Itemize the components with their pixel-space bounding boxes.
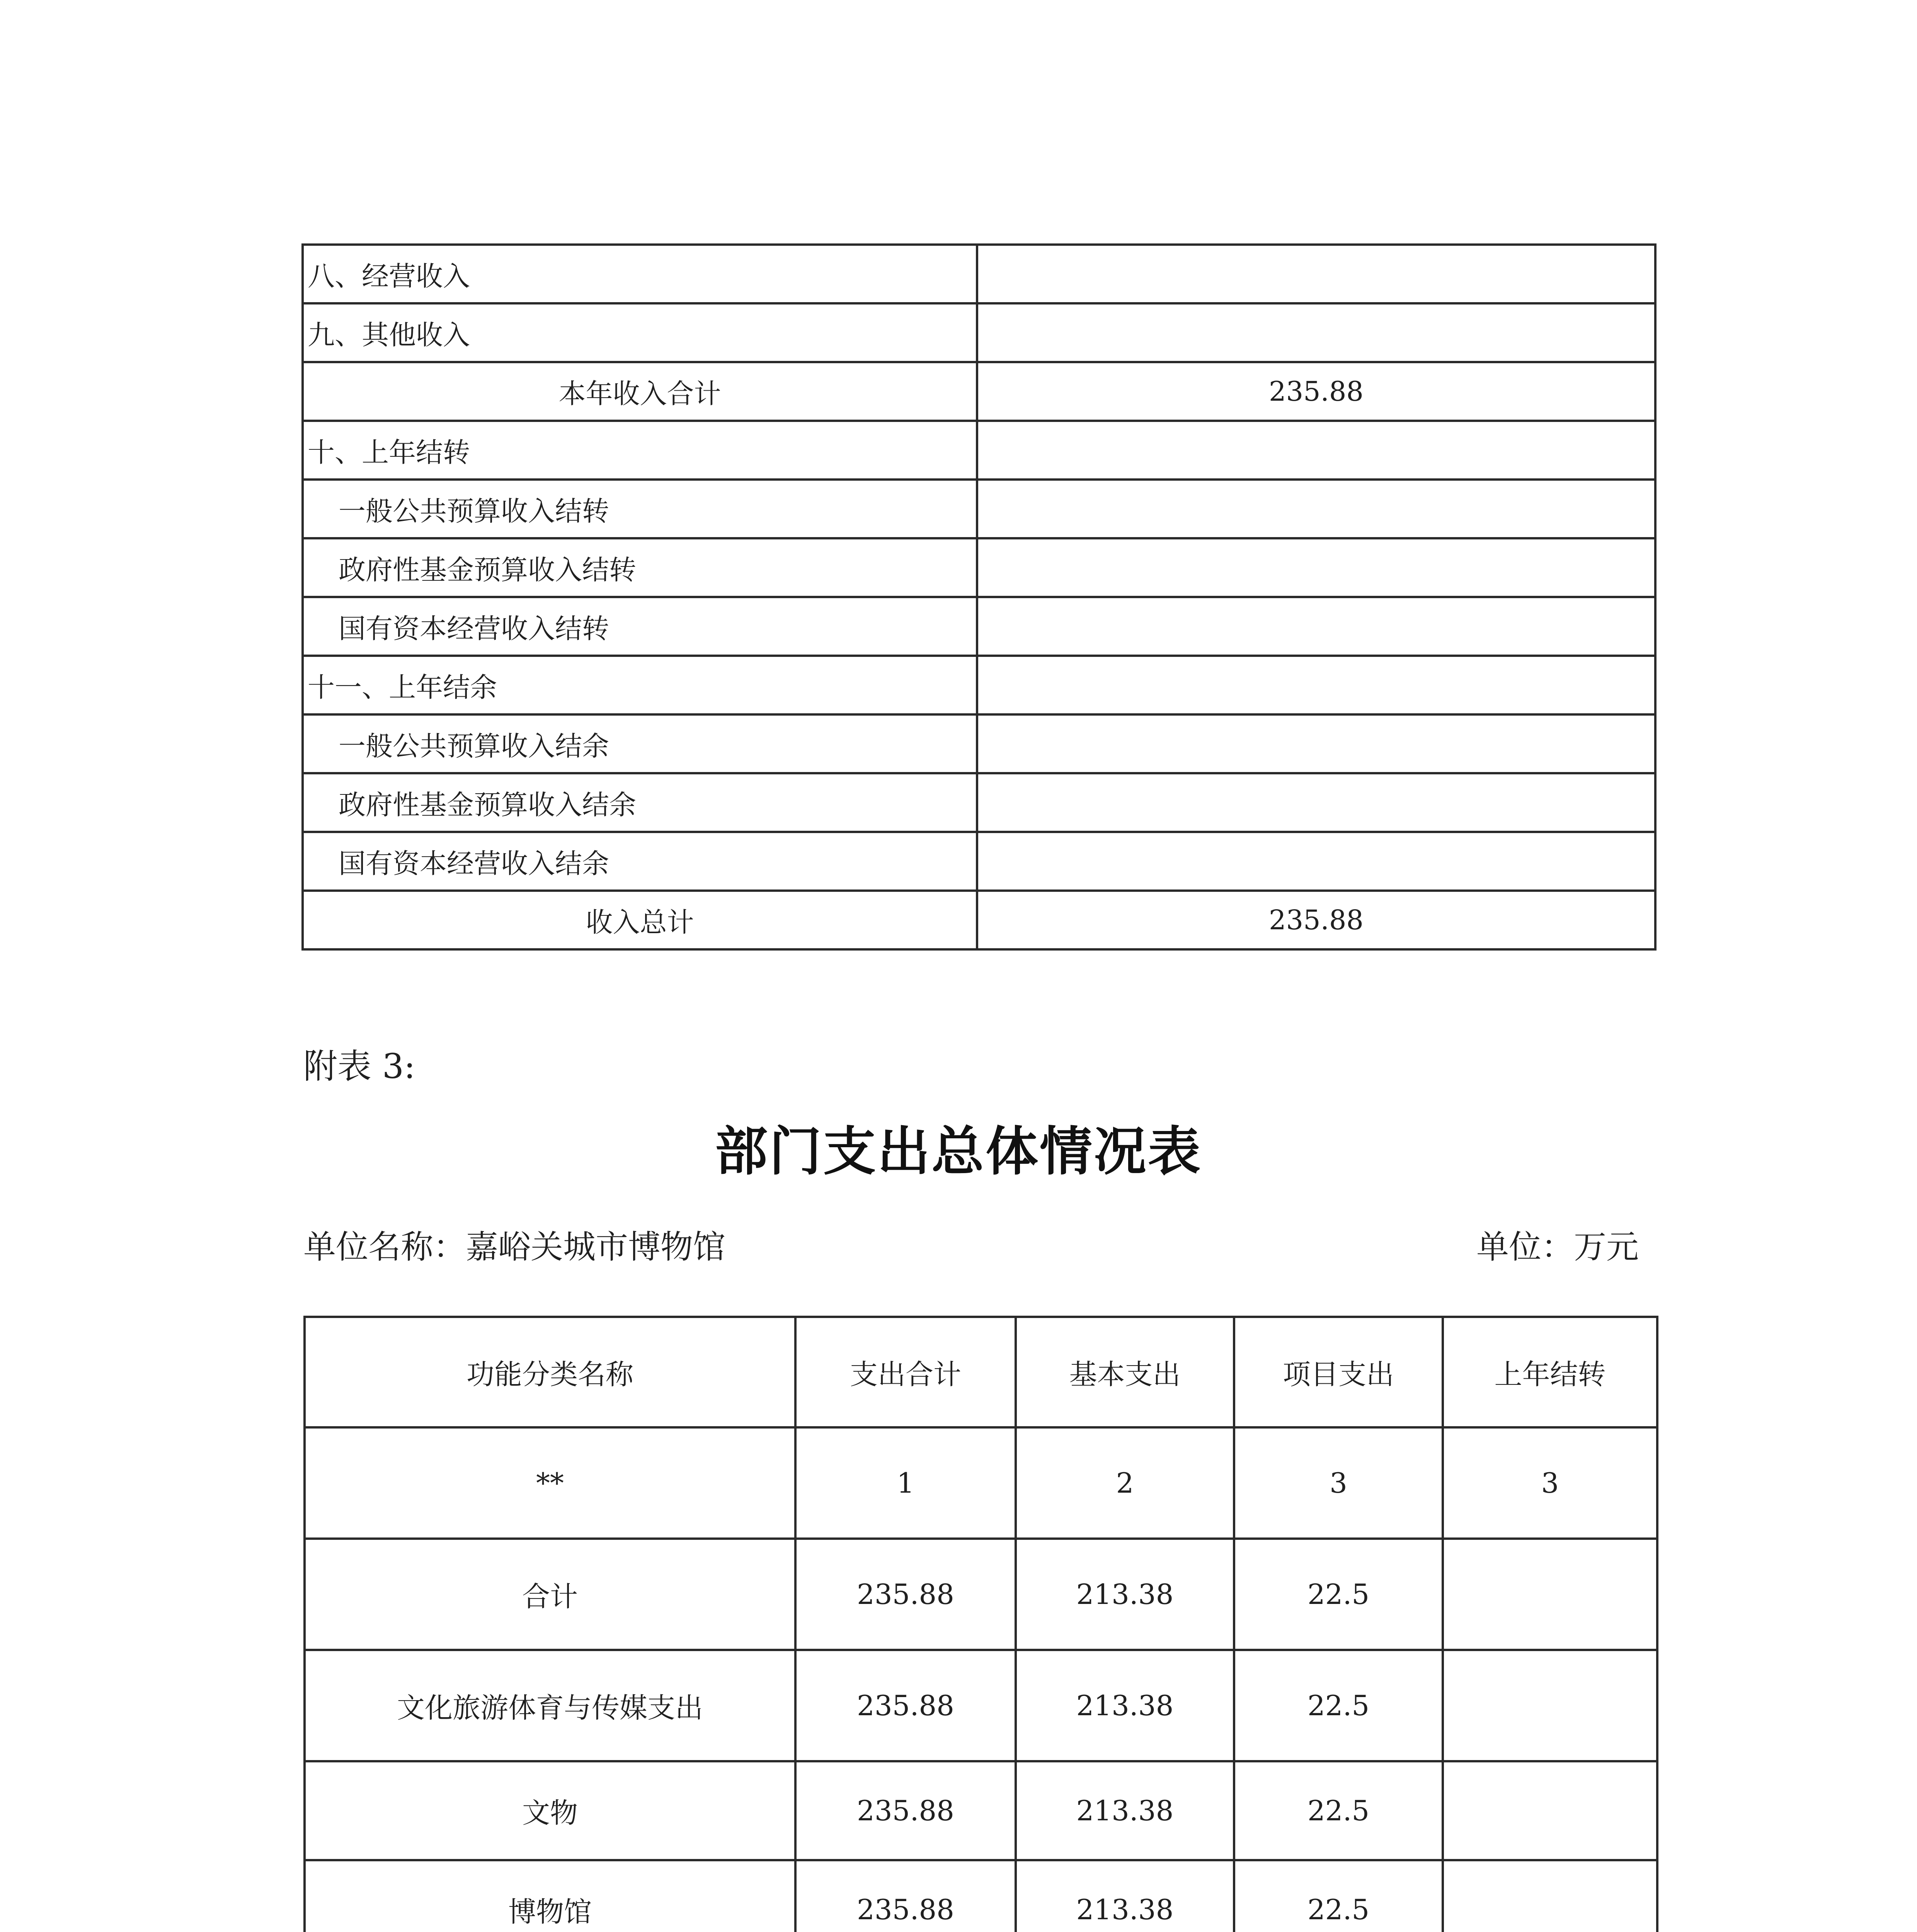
income-summary-table [301,243,1657,951]
header-cell: 支出合计 [795,1317,1016,1427]
table-cell: 235.88 [795,1860,1016,1932]
row-value: 235.88 [977,891,1655,949]
table-cell: 22.5 [1234,1860,1443,1932]
table-cell: 文物 [305,1761,795,1860]
table-cell: 235.88 [795,1650,1016,1761]
table-row [303,891,1655,949]
row-label: 本年收入合计 [303,362,977,421]
table-row [305,1650,1657,1761]
table-row [303,656,1655,714]
table-cell: 3 [1443,1427,1657,1539]
header-cell: 上年结转 [1443,1317,1657,1427]
table-row [303,303,1655,362]
row-value [977,538,1655,597]
table-cell: 博物馆 [305,1860,795,1932]
table-row [303,480,1655,538]
table-cell: 235.88 [795,1539,1016,1650]
row-label: 国有资本经营收入结转 [303,597,977,656]
table-cell: 合计 [305,1539,795,1650]
row-label: 政府性基金预算收入结转 [303,538,977,597]
row-value [977,597,1655,656]
table-row [305,1860,1657,1932]
table-row [303,538,1655,597]
header-cell: 功能分类名称 [305,1317,795,1427]
row-value [977,832,1655,891]
header-cell: 项目支出 [1234,1317,1443,1427]
row-value [977,245,1655,303]
row-value [977,773,1655,832]
row-value: 235.88 [977,362,1655,421]
table-row [303,597,1655,656]
table-cell: 213.38 [1016,1650,1234,1761]
row-label: 政府性基金预算收入结余 [303,773,977,832]
table-row [303,245,1655,303]
table-row [305,1427,1657,1539]
row-label: 九、其他收入 [303,303,977,362]
header-cell: 基本支出 [1016,1317,1234,1427]
table-cell: 22.5 [1234,1650,1443,1761]
table-cell [1443,1761,1657,1860]
table-cell [1443,1860,1657,1932]
table-cell: 213.38 [1016,1860,1234,1932]
table-cell: 22.5 [1234,1539,1443,1650]
table-row [303,773,1655,832]
table-cell [1443,1650,1657,1761]
table-cell: 1 [795,1427,1016,1539]
row-label: 十、上年结转 [303,421,977,480]
row-value [977,480,1655,538]
table-cell [1443,1539,1657,1650]
appendix3-title: 部门支出总体情况表 [715,1121,1202,1182]
row-label: 八、经营收入 [303,245,977,303]
table-cell: 213.38 [1016,1539,1234,1650]
appendix3-unit: 单位：万元 [1476,1228,1639,1266]
row-value [977,714,1655,773]
row-label: 国有资本经营收入结余 [303,832,977,891]
table-cell: ** [305,1427,795,1539]
appendix3-unit-name: 单位名称：嘉峪关城市博物馆 [303,1228,726,1266]
table-row [305,1539,1657,1650]
row-value [977,421,1655,480]
row-label: 收入总计 [303,891,977,949]
table-cell: 3 [1234,1427,1443,1539]
table-row [303,832,1655,891]
table-cell: 22.5 [1234,1761,1443,1860]
row-value [977,303,1655,362]
table-cell: 235.88 [795,1761,1016,1860]
table-row [305,1761,1657,1860]
table-cell: 文化旅游体育与传媒支出 [305,1650,795,1761]
table-row [303,421,1655,480]
table-header-row [305,1317,1657,1427]
table-cell: 213.38 [1016,1761,1234,1860]
row-label: 十一、上年结余 [303,656,977,714]
row-label: 一般公共预算收入结余 [303,714,977,773]
department-expenditure-table [303,1316,1658,1932]
appendix3-caption: 附表 3: [303,1046,415,1086]
row-label: 一般公共预算收入结转 [303,480,977,538]
table-cell: 2 [1016,1427,1234,1539]
table-row [303,714,1655,773]
row-value [977,656,1655,714]
table-row [303,362,1655,421]
